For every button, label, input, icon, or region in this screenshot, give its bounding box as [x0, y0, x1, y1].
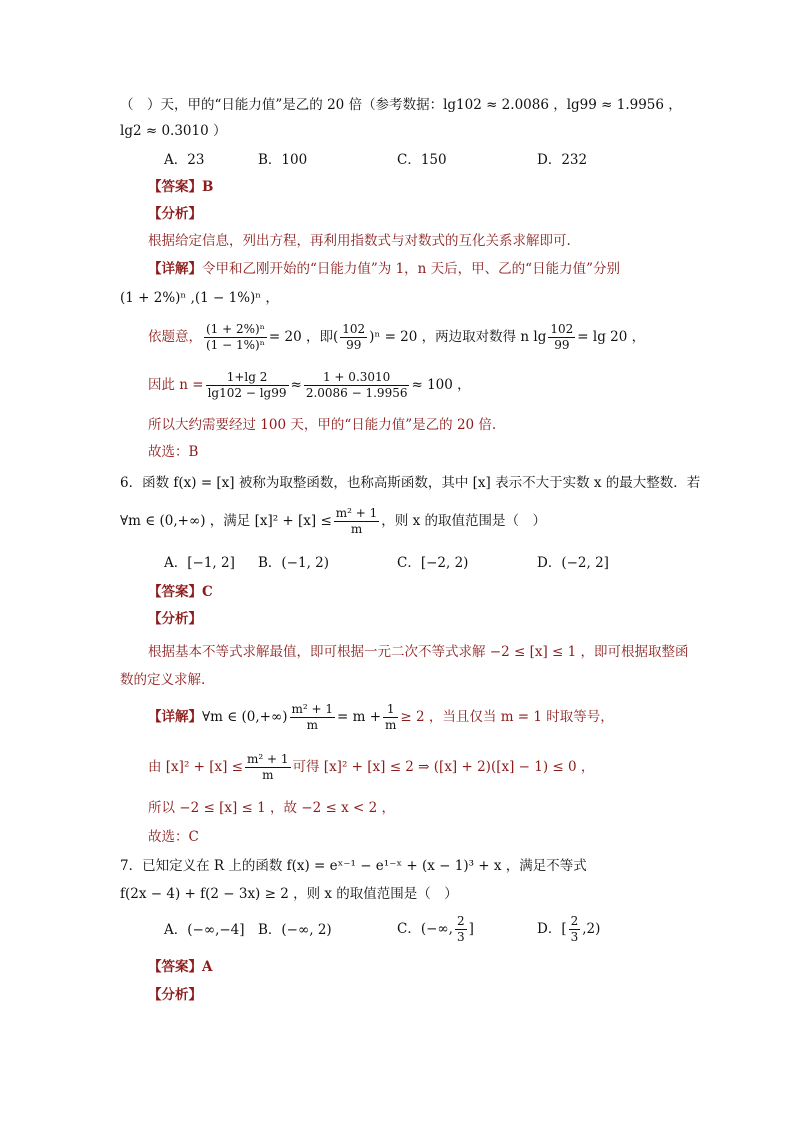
q5-detail-text1: 令甲和乙刚开始的“日能力值”为 1，n 天后，甲、乙的“日能力值”分别: [202, 261, 620, 277]
q6-analysis-line1: 根据基本不等式求解最值，即可根据一元二次不等式求解 −2 ≤ [x] ≤ 1 ，即可根据取整函: [148, 644, 689, 660]
q5-eq1-num2: 102: [342, 322, 366, 336]
q6-detail1-num2: 1: [383, 702, 398, 718]
q5-eq1-prefix: 依题意，: [148, 329, 202, 345]
q5-option-d: D．232: [537, 152, 588, 168]
q5-eq1-mid2: )ⁿ = 20 ，两边取对数得 n lg: [369, 329, 547, 345]
q7-optC-fraction: [455, 914, 467, 945]
q5-eq2-num2: 1 + 0.3010: [304, 370, 410, 386]
q6-detail2-fraction: [245, 752, 291, 783]
q6-detail1-fraction2: [383, 702, 398, 733]
q5-eq1-num: (1 + 2%)ⁿ: [206, 322, 265, 336]
q7-stem-line1: 7．已知定义在 R 上的函数 f(x) = eˣ⁻¹ − e¹⁻ˣ + (x − 1)³ + x ，满足不等式: [120, 858, 587, 874]
q5-eq1-num3: 102: [550, 322, 574, 336]
q7-optD-den: 3: [570, 930, 579, 944]
q5-eq1-den: (1 − 1%)ⁿ: [206, 338, 265, 352]
q6-stem-num: m² + 1: [335, 506, 378, 520]
q5-eq1-fraction: [204, 322, 267, 353]
q7-stem-line2: f(2x − 4) + f(2 − 3x) ≥ 2 ，则 x 的取值范围是（ ）: [120, 886, 458, 902]
q5-eq2-den: lg102 − lg99: [207, 386, 287, 400]
q5-choice: 故选：B: [148, 444, 199, 460]
q6-stem-fraction: [334, 506, 380, 537]
q6-analysis-line2: 数的定义求解.: [120, 672, 206, 688]
q7-option-a: A．(−∞,−4]: [164, 922, 245, 938]
q7-optC-den: 3: [456, 930, 465, 944]
q5-equation2: [148, 370, 471, 401]
q6-detail1-a: ∀m ∈ (0,+∞): [202, 709, 288, 725]
q5-equation1: [148, 322, 645, 353]
q5-analysis-label: 【分析】: [148, 206, 202, 222]
q5-eq1-den2: 99: [346, 338, 362, 352]
q7-optC-b: ]: [468, 921, 474, 937]
q6-option-a: A．[−1, 2]: [164, 555, 235, 571]
q5-eq1-end: = lg 20 ，: [577, 329, 646, 345]
q6-detail1-num: m² + 1: [291, 702, 334, 716]
q5-analysis-text: 根据给定信息，列出方程，再利用指数式与对数式的互化关系求解即可.: [148, 233, 571, 249]
q6-stem-line1: 6．函数 f(x) = [x] 被称为取整函数，也称高斯函数，其中 [x] 表示不大于实数 x 的最大整数．若: [120, 475, 701, 491]
q5-eq1-den3: 99: [554, 338, 570, 352]
q5-option-a: A．23: [164, 152, 205, 168]
q6-stem-b: ，则 x 的取值范围是（ ）: [381, 513, 546, 529]
q6-detail1-c: ≥ 2 ，当且仅当 m = 1 时取等号，: [400, 709, 614, 725]
q6-answer: 【答案】C: [148, 584, 213, 600]
q6-stem-line2: [120, 506, 546, 537]
q6-detail-label: 【详解】: [148, 709, 202, 725]
q5-stem-line1: （ ）天，甲的“日能力值”是乙的 20 倍（参考数据：lg102 ≈ 2.0086 ，lg99 ≈ 1.9956 ，: [120, 97, 682, 113]
q6-analysis-label: 【分析】: [148, 611, 202, 627]
q7-option-b: B．(−∞, 2): [258, 922, 332, 938]
q6-detail-line3: 所以 −2 ≤ [x] ≤ 1 ，故 −2 ≤ x < 2 ，: [148, 800, 395, 816]
q7-option-c: [397, 914, 474, 945]
q6-detail1-fraction: [290, 702, 336, 733]
q5-detail-label: 【详解】: [148, 261, 202, 277]
q6-option-d: D．(−2, 2]: [537, 555, 609, 571]
q5-option-b: B．100: [258, 152, 308, 168]
q5-eq2-mid: ≈: [290, 377, 302, 393]
q6-detail2-den: m: [262, 768, 274, 782]
q6-stem-a: ∀m ∈ (0,+∞) ，满足 [x]² + [x] ≤: [120, 513, 332, 529]
q6-detail-line1: [148, 702, 614, 733]
q6-option-b: B．(−1, 2): [258, 555, 330, 571]
q7-optD-b: ,2): [582, 921, 601, 937]
q5-eq2-den2: 2.0086 − 1.9956: [305, 386, 408, 400]
q7-option-d: [537, 914, 600, 945]
q7-optD-a: D．[: [537, 921, 567, 937]
q7-optD-num: 2: [570, 914, 579, 928]
q6-detail2-a: 由 [x]² + [x] ≤: [148, 759, 243, 775]
q7-optC-a: C．(−∞,: [397, 921, 453, 937]
q5-eq2-prefix: 因此 n =: [148, 377, 204, 393]
q5-eq1-fraction3: [548, 322, 575, 353]
q6-detail-line2: [148, 752, 594, 783]
q5-detail-line1: [148, 260, 620, 278]
q6-detail1-den2: m: [385, 718, 397, 732]
q7-optD-fraction: [569, 914, 581, 945]
q6-detail1-den: m: [306, 718, 318, 732]
q5-eq1-fraction2: [340, 322, 367, 353]
q6-detail1-b: = m +: [337, 709, 382, 725]
q6-detail2-b: 可得 [x]² + [x] ≤ 2 ⇒ ([x] + 2)([x] − 1) ≤ 0 ，: [292, 759, 595, 775]
q6-choice: 故选：C: [148, 829, 199, 845]
q6-option-c: C．[−2, 2): [397, 555, 469, 571]
q5-conclusion: 所以大约需要经过 100 天，甲的“日能力值”是乙的 20 倍.: [148, 417, 497, 433]
q7-analysis-label: 【分析】: [148, 987, 202, 1003]
q5-eq2-end: ≈ 100 ，: [411, 377, 471, 393]
q5-answer: 【答案】B: [148, 179, 214, 195]
q5-eq1-mid: = 20 ，即(: [268, 329, 339, 345]
q5-eq2-fraction2: [304, 370, 410, 401]
q6-detail2-num: m² + 1: [247, 752, 289, 766]
q5-eq2-fraction: [206, 370, 289, 401]
q5-option-c: C．150: [397, 152, 447, 168]
q6-stem-den: m: [350, 522, 363, 536]
q7-optC-num: 2: [456, 914, 465, 928]
q7-answer: 【答案】A: [148, 959, 213, 975]
q5-detail-line2: (1 + 2%)ⁿ ,(1 − 1%)ⁿ ，: [120, 290, 279, 306]
q5-eq2-num: 1+lg 2: [206, 370, 289, 386]
q5-stem-line2: lg2 ≈ 0.3010 ）: [120, 123, 227, 139]
